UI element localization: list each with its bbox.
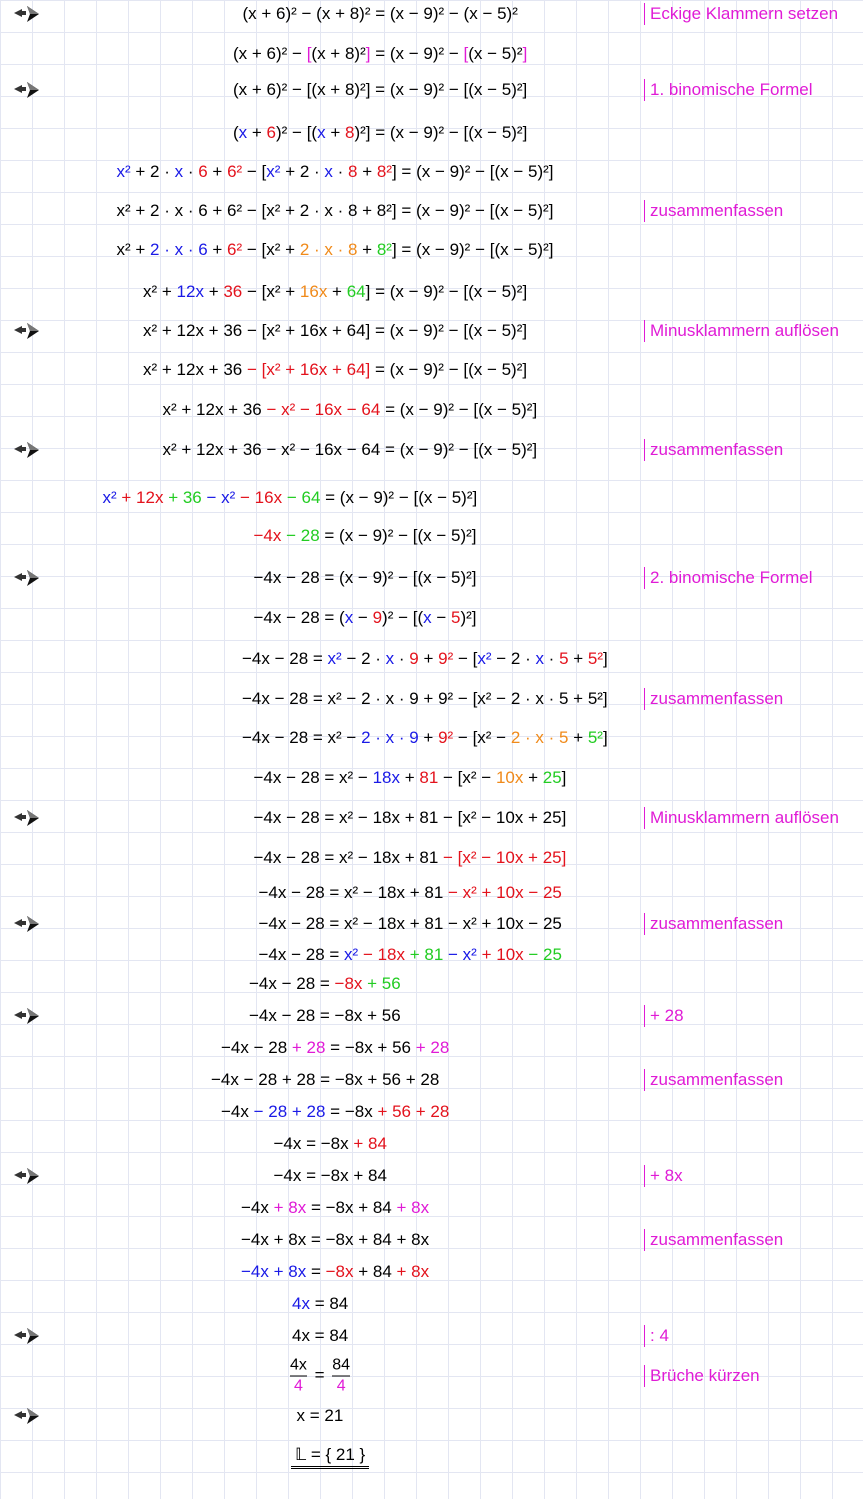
equation xyxy=(241,1197,429,1219)
equation-term: 6 xyxy=(198,162,208,181)
equation-term: 64 xyxy=(346,282,366,301)
derivation-row xyxy=(0,908,863,940)
equation xyxy=(254,567,477,589)
equation-term: 6 xyxy=(266,123,277,142)
equation-term: −4x − 28 = xyxy=(258,945,345,964)
numerator: 84 xyxy=(332,1356,351,1374)
equation-term: 6² xyxy=(227,240,243,259)
derivation-row xyxy=(0,1160,863,1192)
step-annotation: + 28 xyxy=(644,1005,684,1027)
equation-term: −4x − 28 = −8x + 56 xyxy=(249,1006,401,1025)
equation-term: + xyxy=(203,282,224,301)
equation xyxy=(297,1405,344,1427)
fraction xyxy=(332,1357,350,1396)
equation-term: −8x xyxy=(334,974,363,993)
equation-term: −4x − 28 = x² − 18x + 81 xyxy=(253,848,443,867)
equation-term: ] xyxy=(603,649,608,668)
equation xyxy=(241,1229,429,1251)
equation xyxy=(254,807,567,829)
equation-term: − [ xyxy=(242,162,267,181)
equation-term: )² − [( xyxy=(382,608,424,627)
equation xyxy=(259,913,562,935)
equation xyxy=(143,281,527,303)
equation-term: (x + 6)² − (x + 8)² = (x − 9)² − (x − 5)² xyxy=(242,4,518,23)
derivation-row xyxy=(0,195,863,227)
equation-term: ( xyxy=(233,123,239,142)
equation-term: − 64 xyxy=(282,488,321,507)
equation xyxy=(242,727,608,749)
equation xyxy=(254,525,477,547)
equation-term: = xyxy=(306,1262,326,1281)
equation-term: + 8x xyxy=(273,1198,307,1217)
derivation-row xyxy=(0,683,863,715)
equation-term: ] xyxy=(561,768,567,787)
equation-term: − [x² + 16x + 64] xyxy=(246,360,371,379)
equation-term: x xyxy=(174,162,184,181)
equation-term: + 8x xyxy=(396,1198,430,1217)
equation xyxy=(103,487,478,509)
equation-term: −4x − 28 = x² − 2 · x · 9 + 9² − [x² − 2 · x · 5 + 5²] xyxy=(242,689,608,708)
equation-term: −4x − 28 + 28 = −8x + 56 + 28 xyxy=(211,1070,440,1089)
equation-term: + 2 · xyxy=(280,162,325,181)
equation-term: )²] xyxy=(460,608,477,627)
equation xyxy=(249,1005,401,1027)
derivation-row xyxy=(0,434,863,466)
equation-term: x² xyxy=(266,162,281,181)
equation-term: x xyxy=(238,123,248,142)
equation-term: + xyxy=(207,162,228,181)
equation-term: −4x = −8x + 84 xyxy=(273,1166,387,1185)
equation-term: − x² xyxy=(201,488,236,507)
derivation-row xyxy=(0,1320,863,1352)
equation-term: x² xyxy=(344,945,359,964)
equation-term: 9² xyxy=(438,728,454,747)
derivation-row xyxy=(0,1256,863,1288)
derivation-row xyxy=(0,1439,863,1471)
equation xyxy=(242,688,608,710)
equation-term: x² + 12x + 36 − x² − 16x − 64 = (x − 9)² − [(x − 5)²] xyxy=(162,440,538,459)
equation-term: ] = (x − 9)² − [(x − 5)²] xyxy=(391,162,554,181)
equation-term: 9 xyxy=(372,608,383,627)
fraction-equation xyxy=(287,1357,353,1396)
equation-term: 5 xyxy=(559,649,569,668)
derivation-row xyxy=(0,276,863,308)
equation-term: = (x − 9)² − [(x − 5)²] xyxy=(319,526,477,545)
equation-term: 2 · x · 9 xyxy=(361,728,419,747)
equation-term: · xyxy=(183,162,199,181)
fraction xyxy=(290,1357,307,1396)
step-annotation: zusammenfassen xyxy=(644,688,783,710)
equation-term: −4x − 28 = x² − xyxy=(253,768,373,787)
equation xyxy=(117,239,554,261)
equation-term: + xyxy=(357,162,377,181)
equation xyxy=(233,43,527,65)
equation-term: − [x² − xyxy=(453,728,511,747)
equation-term: + 10x xyxy=(476,945,524,964)
denominator: 4 xyxy=(294,1377,303,1395)
derivation-row xyxy=(0,354,863,386)
equation xyxy=(221,1101,449,1123)
equation xyxy=(292,1293,348,1315)
step-annotation: zusammenfassen xyxy=(644,1069,783,1091)
equation-term: 2 · x · 8 xyxy=(299,240,358,259)
equation-term: 5² xyxy=(587,728,603,747)
equation xyxy=(163,399,538,421)
arrow-pointer-icon[interactable] xyxy=(12,1007,40,1025)
equation-term: − [x² + xyxy=(242,282,300,301)
equation xyxy=(274,1165,387,1187)
equation-term: 5² xyxy=(587,649,604,668)
equation-term: + 81 xyxy=(405,945,444,964)
equation-term: )²] = (x − 9)² − [(x − 5)²] xyxy=(354,123,528,142)
equation xyxy=(242,648,608,670)
derivation-row xyxy=(0,1400,863,1432)
numerator: 4x xyxy=(290,1356,307,1374)
derivation-row xyxy=(0,602,863,634)
arrow-pointer-icon[interactable] xyxy=(12,441,40,459)
equation-term: (x + 6)² − xyxy=(233,44,307,63)
equation-term: = −8x + 84 xyxy=(306,1198,397,1217)
equation-term: 25 xyxy=(542,768,562,787)
equation-term: + xyxy=(207,240,228,259)
equation xyxy=(117,200,554,222)
equation-term: + xyxy=(418,728,439,747)
equation-term: 8² xyxy=(376,240,392,259)
equation-term: + 84 xyxy=(353,1262,397,1281)
equation xyxy=(117,161,554,183)
equation-term: (x + 6)² − [(x + 8)²] = (x − 9)² − [(x − 5)²] xyxy=(233,80,528,99)
equation-term: = 84 xyxy=(309,1294,349,1313)
equation-term: x² + xyxy=(143,282,177,301)
equation-term: + 84 xyxy=(353,1134,387,1153)
equation-term: 4x xyxy=(292,1294,310,1313)
equation-term: −4x + 8x = −8x + 84 + 8x xyxy=(241,1230,430,1249)
equation-term: − x² − 16x − 64 xyxy=(266,400,381,419)
equation-term: ] = (x − 9)² − [(x − 5)²] xyxy=(391,240,554,259)
derivation-row xyxy=(0,38,863,70)
arrow-pointer-icon[interactable] xyxy=(12,915,40,933)
equation-term: x² xyxy=(102,488,117,507)
equation-term: 9 xyxy=(409,649,419,668)
derivation-row xyxy=(0,1288,863,1320)
derivation-row xyxy=(0,156,863,188)
equation-term: x xyxy=(385,649,395,668)
equation xyxy=(233,122,527,144)
equation-term: −4x − 28 = ( xyxy=(253,608,345,627)
derivation-row xyxy=(0,802,863,834)
derivation-row xyxy=(0,877,863,909)
arrow-pointer-icon[interactable] xyxy=(12,1327,40,1345)
equation-term: − [x² − 10x + 25] xyxy=(443,848,567,867)
step-annotation: 1. binomische Formel xyxy=(644,79,813,101)
equation-term: · xyxy=(394,649,410,668)
equation xyxy=(243,3,518,25)
equation-term: = (x − 9)² − [(x − 5)²] xyxy=(380,400,538,419)
equation xyxy=(241,1261,429,1283)
equation-term: 2 · x · 6 xyxy=(150,240,208,259)
derivation-row xyxy=(0,1096,863,1128)
equation xyxy=(259,882,562,904)
equation-term: 5 xyxy=(451,608,461,627)
equation xyxy=(233,79,527,101)
equation-term: − [x² − xyxy=(438,768,496,787)
equals-sign: = xyxy=(309,1365,330,1385)
equation-term: − 2 · xyxy=(491,649,536,668)
equation-term: x² + 12x + 36 − [x² + 16x + 64] = (x − 9)² − [(x − 5)²] xyxy=(143,321,528,340)
equation-term: = (x − 9)² − xyxy=(370,44,464,63)
derivation-row xyxy=(0,968,863,1000)
equation-term: x² xyxy=(327,649,342,668)
arrow-pointer-icon[interactable] xyxy=(12,1167,40,1185)
equation-term: (x − 5)² xyxy=(468,44,523,63)
equation-term: x² + 2 · x · 6 + 6² − [x² + 2 · x · 8 + 8²] = (x − 9)² − [(x − 5)²] xyxy=(116,201,554,220)
equation-term: ] xyxy=(602,728,608,747)
equation-term: −4x − 28 = x² − 18x + 81 − [x² − 10x + 25] xyxy=(253,808,567,827)
step-annotation: zusammenfassen xyxy=(644,913,783,935)
equation-term: − 25 xyxy=(523,945,562,964)
step-annotation: zusammenfassen xyxy=(644,439,783,461)
equation-term: −4x − 28 = x² − 18x + 81 xyxy=(258,883,448,902)
equation-term: −4x = −8x xyxy=(273,1134,354,1153)
equation-term: + 56 xyxy=(362,974,401,993)
equation-term: ] xyxy=(365,44,371,63)
equation-term: x = 21 xyxy=(296,1406,344,1425)
derivation-row xyxy=(0,74,863,106)
equation-term: −4x + 8x xyxy=(241,1262,307,1281)
equation-term: − 2 · xyxy=(341,649,386,668)
arrow-pointer-icon[interactable] xyxy=(12,322,40,340)
equation-term: 6² xyxy=(227,162,243,181)
equation-term: + xyxy=(523,768,543,787)
equation-term: 4x = 84 xyxy=(292,1326,349,1345)
arrow-pointer-icon[interactable] xyxy=(12,809,40,827)
arrow-pointer-icon[interactable] xyxy=(12,81,40,99)
step-annotation: : 4 xyxy=(644,1325,669,1347)
step-annotation: Minusklammern auflösen xyxy=(644,807,839,829)
equation-term: + xyxy=(357,240,377,259)
solution-set xyxy=(291,1444,369,1466)
equation-term: − 16x xyxy=(235,488,283,507)
step-annotation: zusammenfassen xyxy=(644,1229,783,1251)
equation-term: + 36 xyxy=(163,488,202,507)
equation-term: − 28 xyxy=(281,526,320,545)
equation-term: − x² xyxy=(443,945,477,964)
equation-term: ] xyxy=(522,44,528,63)
equation-term: −4x − 28 = xyxy=(249,974,335,993)
equation-term: x² + 12x + 36 xyxy=(162,400,267,419)
equation-term: + 8x xyxy=(396,1262,430,1281)
equation-term: + 2 · xyxy=(130,162,175,181)
equation-term: 9² xyxy=(438,649,454,668)
equation-term: 36 xyxy=(223,282,243,301)
equation-term: − [x² + xyxy=(242,240,300,259)
equation-term: + xyxy=(325,123,345,142)
equation-term: x xyxy=(344,608,354,627)
derivation-row xyxy=(0,234,863,266)
equation-term: −4x − 28 = (x − 9)² − [(x − 5)²] xyxy=(253,568,477,587)
equation-term: + 56 + 28 xyxy=(377,1102,450,1121)
equation-term: + 28 xyxy=(291,1038,326,1057)
equation xyxy=(292,1325,348,1347)
equation xyxy=(254,767,567,789)
equation-term: x² xyxy=(116,162,131,181)
equation xyxy=(211,1069,439,1091)
arrow-pointer-icon[interactable] xyxy=(12,1407,40,1425)
equation-term: = −8x + 56 xyxy=(325,1038,416,1057)
arrow-pointer-icon[interactable] xyxy=(12,5,40,23)
equation-term: · xyxy=(332,162,349,181)
equation-term: + 28 xyxy=(415,1038,450,1057)
derivation-row xyxy=(0,1000,863,1032)
equation-term: + xyxy=(247,123,267,142)
equation-term: 10x xyxy=(495,768,524,787)
equation-term: x² + xyxy=(116,240,151,259)
derivation-row xyxy=(0,1032,863,1064)
step-annotation: Minusklammern auflösen xyxy=(644,320,839,342)
derivation-row xyxy=(0,1064,863,1096)
equation-term: − 18x xyxy=(358,945,406,964)
equation-term: 12x xyxy=(176,282,204,301)
derivation-row xyxy=(0,562,863,594)
equation-term: −8x xyxy=(325,1262,354,1281)
equation-term: [ xyxy=(463,44,469,63)
equation-term: −4x xyxy=(241,1198,274,1217)
equation-term: + xyxy=(327,282,347,301)
equation-term: − x² + 10x − 25 xyxy=(448,883,562,902)
equation-term: x xyxy=(317,123,326,142)
equation-term: x xyxy=(324,162,333,181)
equation-term: −4x xyxy=(221,1102,254,1121)
equation-term: −4x xyxy=(253,526,282,545)
derivation-row xyxy=(0,1356,863,1395)
derivation-row xyxy=(0,762,863,794)
derivation-row xyxy=(0,0,863,30)
equation-term: = (x − 9)² − [(x − 5)²] xyxy=(320,488,478,507)
derivation-row xyxy=(0,643,863,675)
equation-term: = −8x xyxy=(325,1102,378,1121)
equation xyxy=(254,847,567,869)
equation-term: x² + 12x + 36 xyxy=(143,360,247,379)
derivation-row xyxy=(0,842,863,874)
equation-term: 8² xyxy=(376,162,392,181)
derivation-row xyxy=(0,482,863,514)
equation-term: = (x − 9)² − [(x − 5)²] xyxy=(370,360,528,379)
derivation-row xyxy=(0,315,863,347)
derivation-row xyxy=(0,1128,863,1160)
equation-term: 8 xyxy=(348,162,358,181)
equation-term: 81 xyxy=(419,768,439,787)
equation-term: 16x xyxy=(299,282,328,301)
equation xyxy=(221,1037,449,1059)
denominator: 4 xyxy=(336,1377,346,1395)
equation xyxy=(249,973,401,995)
equation-term: −4x − 28 xyxy=(221,1038,292,1057)
step-annotation: Eckige Klammern setzen xyxy=(644,3,838,25)
equation-term: 2 · x · 5 xyxy=(510,728,569,747)
equation-term: −4x − 28 = x² − xyxy=(242,728,362,747)
derivation-row xyxy=(0,939,863,971)
equation-term: )² − [( xyxy=(276,123,318,142)
step-annotation: zusammenfassen xyxy=(644,200,783,222)
equation-term: + xyxy=(568,649,588,668)
equation-term: [ xyxy=(306,44,312,63)
equation-term: 18x xyxy=(372,768,400,787)
equation xyxy=(254,607,477,629)
equation-term: − xyxy=(353,608,373,627)
step-annotation: + 8x xyxy=(644,1165,683,1187)
equation xyxy=(143,359,527,381)
derivation-row xyxy=(0,722,863,754)
equation-term: −4x − 28 = xyxy=(242,649,328,668)
step-annotation: Brüche kürzen xyxy=(644,1365,760,1387)
equation-term: ] = (x − 9)² − [(x − 5)²] xyxy=(365,282,528,301)
equation-term: (x + 8)² xyxy=(311,44,366,63)
equation-term: 8 xyxy=(344,123,355,142)
equation-term: x² xyxy=(477,649,492,668)
equation-term: − 28 + 28 xyxy=(253,1102,326,1121)
equation-term: · xyxy=(543,649,560,668)
equation-term: + xyxy=(418,649,439,668)
equation xyxy=(143,320,527,342)
equation xyxy=(274,1133,387,1155)
equation-term: x xyxy=(535,649,544,668)
equation-term: − xyxy=(431,608,452,627)
equation xyxy=(259,944,562,966)
equation-term: + 12x xyxy=(116,488,164,507)
derivation-row xyxy=(0,117,863,149)
step-annotation: 2. binomische Formel xyxy=(644,567,813,589)
equation-term: − [ xyxy=(453,649,478,668)
derivation-row xyxy=(0,520,863,552)
equation-term: x xyxy=(423,608,432,627)
derivation-row xyxy=(0,1192,863,1224)
equation-term: + xyxy=(400,768,420,787)
equation-term: + xyxy=(568,728,588,747)
equation xyxy=(163,439,538,461)
derivation-row xyxy=(0,394,863,426)
arrow-pointer-icon[interactable] xyxy=(12,569,40,587)
derivation-row xyxy=(0,1224,863,1256)
equation-term: 𝕃 = { 21 } xyxy=(295,1445,366,1464)
equation-term: −4x − 28 = x² − 18x + 81 − x² + 10x − 25 xyxy=(258,914,562,933)
